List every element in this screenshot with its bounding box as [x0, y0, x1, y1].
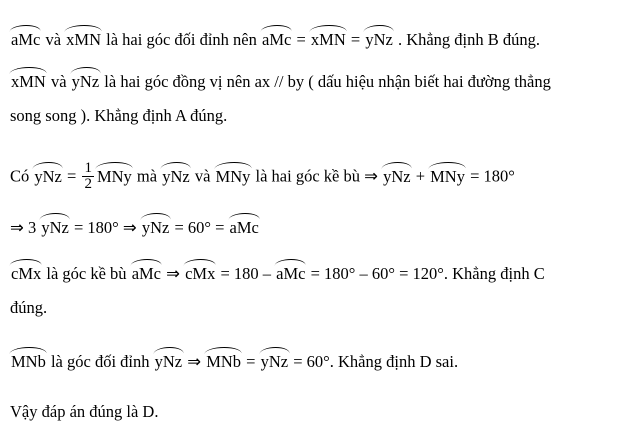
angle-notation-cMx-2: cMx — [184, 264, 216, 285]
solution-line-6: MNb là góc đối đỉnh yNz ⇒ MNb = yNz = 60°. Khẳng định D sai. — [10, 352, 631, 373]
solution-line-4: ⇒ 3 yNz = 180° ⇒ yNz = 60° = aMc — [10, 218, 631, 239]
implies-arrow-icon: ⇒ — [364, 166, 378, 186]
solution-line-2-row-1: xMN và yNz là hai góc đồng vị nên ax // by ( dấu hiệu nhận biết hai đường thẳng — [10, 72, 631, 93]
solution-line-5-row-1: cMx là góc kề bù aMc ⇒ cMx = 180 – aMc = 180° – 60° = 120°. Khẳng định C — [10, 264, 631, 285]
angle-notation-yNz-4: yNz — [161, 167, 191, 188]
solution-line-2-row-2: song song ). Khẳng định A đúng. — [10, 106, 228, 125]
angle-notation-MNb: MNb — [10, 352, 47, 373]
angle-notation-xMN-2: xMN — [310, 30, 347, 51]
angle-notation-aMc-2: aMc — [261, 30, 292, 51]
angle-notation-yNz-3: yNz — [33, 167, 63, 188]
angle-notation-xMN: xMN — [65, 30, 102, 51]
angle-notation-yNz-7: yNz — [141, 218, 171, 239]
angle-notation-yNz-8: yNz — [154, 352, 184, 373]
angle-notation-MNy-3: MNy — [429, 167, 466, 188]
angle-notation-MNb-2: MNb — [205, 352, 242, 373]
angle-notation-yNz-2: yNz — [71, 72, 101, 93]
angle-notation-yNz: yNz — [364, 30, 394, 51]
solution-line-1: aMc và xMN là hai góc đối đỉnh nên aMc = xMN = yNz . Khẳng định B đúng. — [10, 30, 631, 51]
angle-notation-MNy: MNy — [96, 167, 133, 188]
solution-conclusion: Vậy đáp án đúng là D. — [10, 402, 159, 421]
angle-notation-aMc-3: aMc — [229, 218, 260, 239]
solution-line-5-row-2: đúng. — [10, 298, 48, 317]
angle-notation-yNz-6: yNz — [40, 218, 70, 239]
angle-notation-yNz-5: yNz — [382, 167, 412, 188]
angle-notation-aMc-5: aMc — [275, 264, 306, 285]
solution-line-3: Có yNz = $\frac{1}{2}$ MNy mà yNz và MNy là hai góc kề bù ⇒ yNz + MNy = 180° — [10, 160, 515, 193]
angle-notation-aMc: aMc — [10, 30, 41, 51]
angle-notation-yNz-9: yNz — [260, 352, 290, 373]
angle-notation-cMx: cMx — [10, 264, 42, 285]
angle-notation-aMc-4: aMc — [131, 264, 162, 285]
angle-notation-MNy-2: MNy — [215, 167, 252, 188]
fraction-one-half: $\frac{1}{2}$ — [84, 160, 92, 193]
angle-notation-xMN-3: xMN — [10, 72, 47, 93]
